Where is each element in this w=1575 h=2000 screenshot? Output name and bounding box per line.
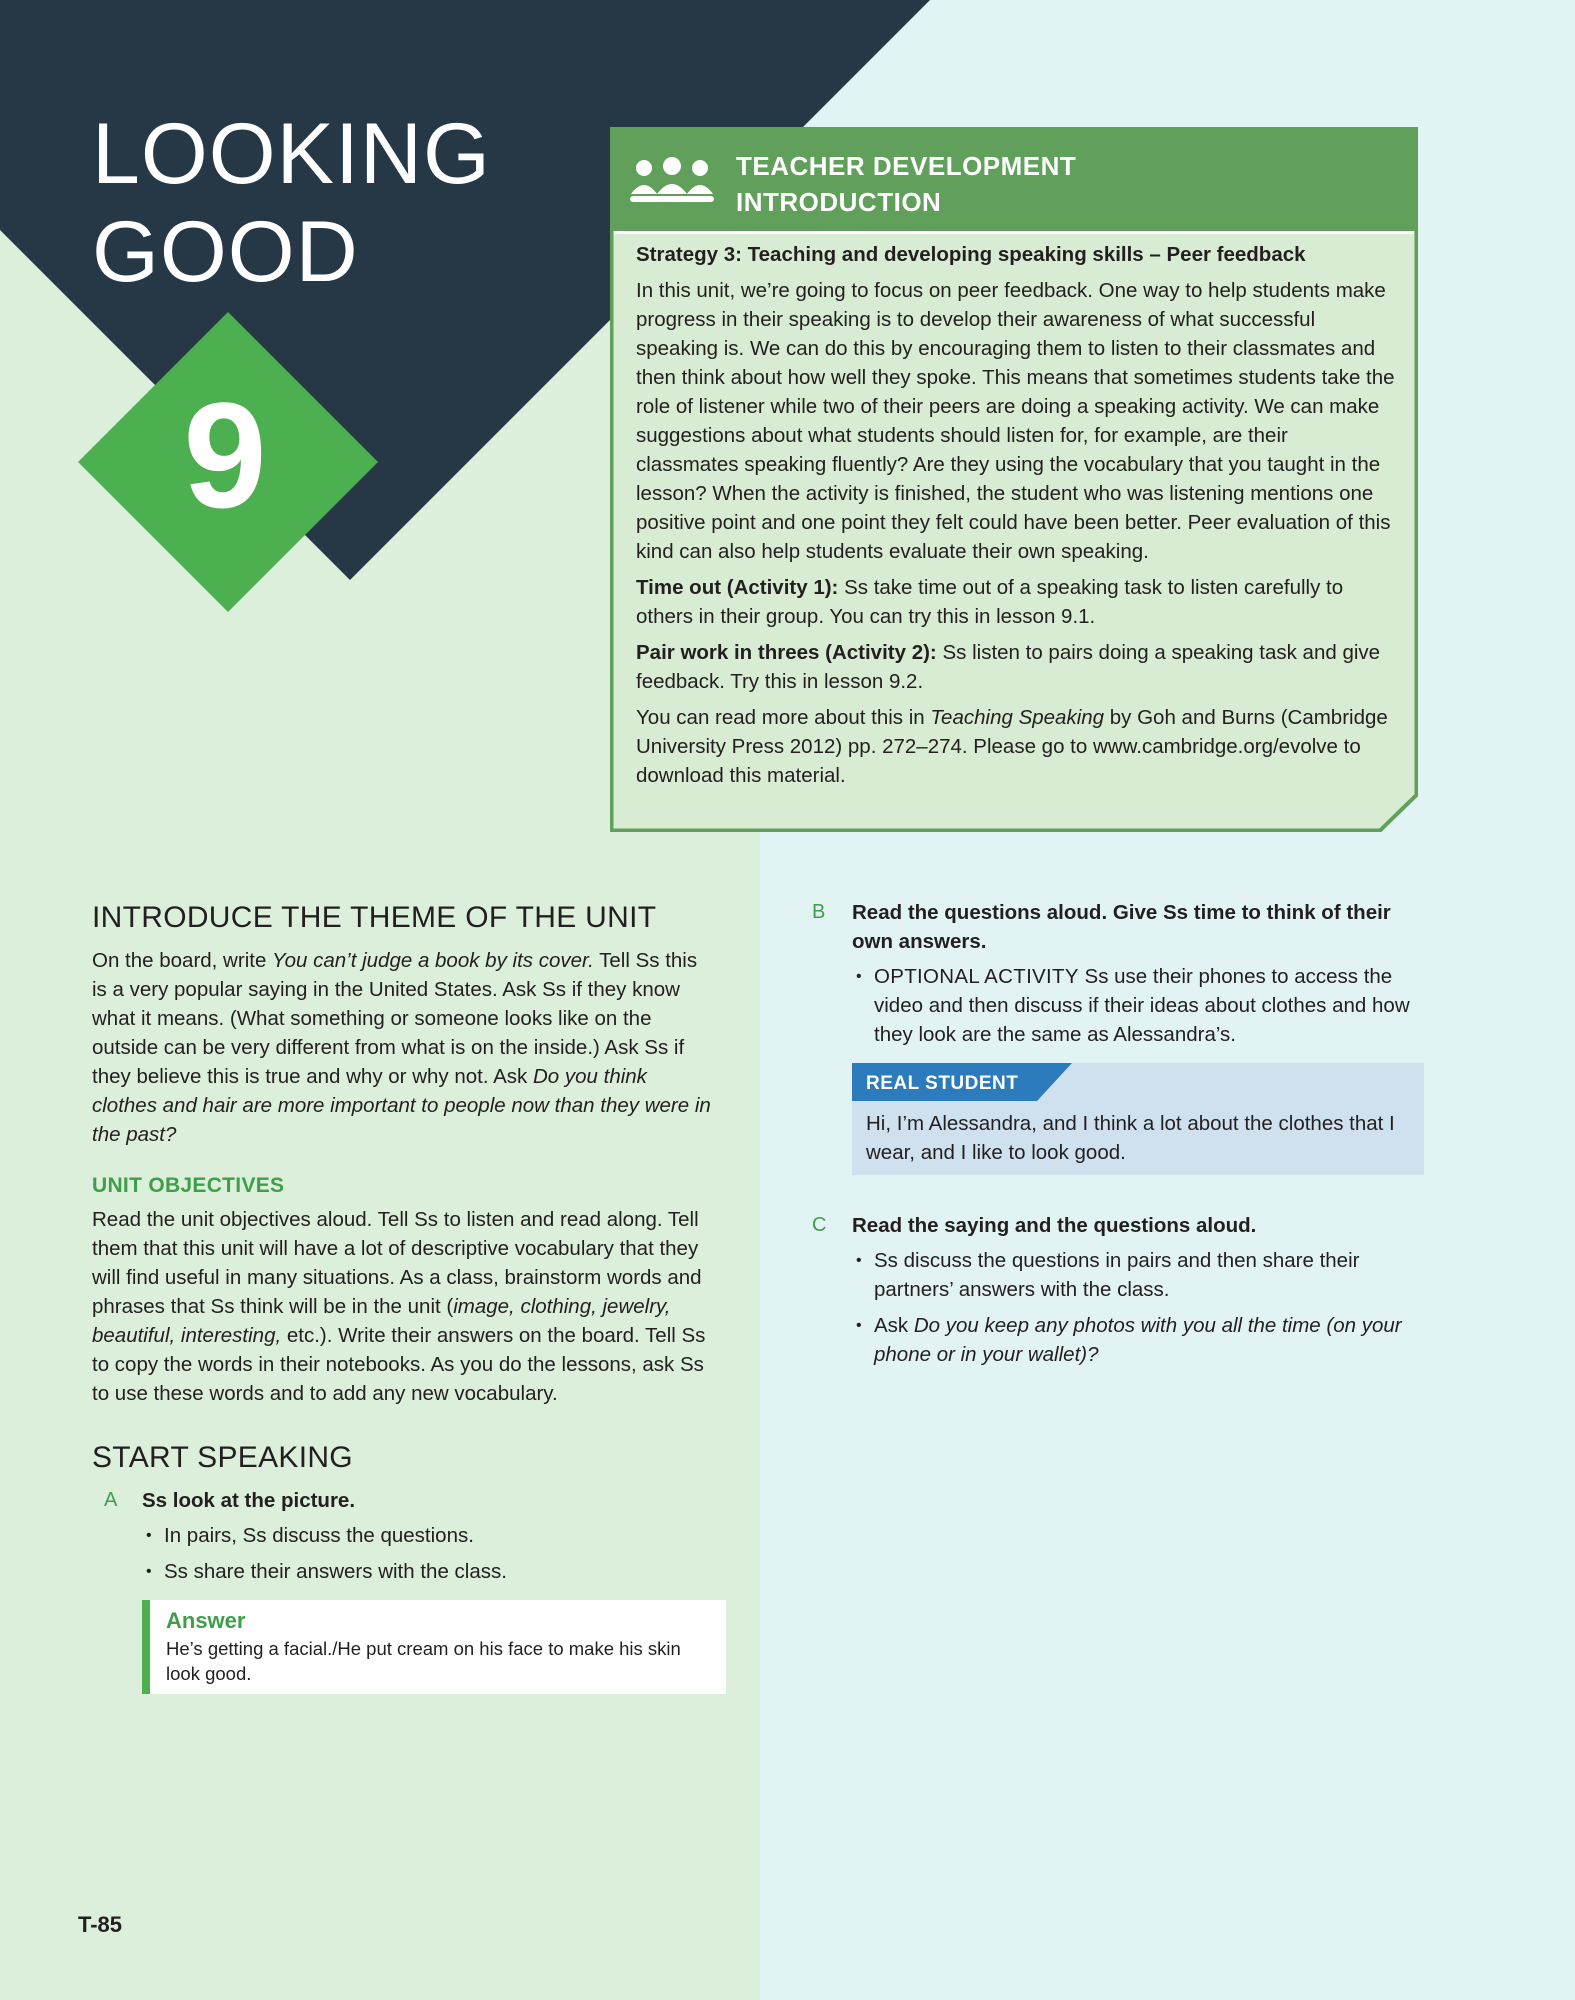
unit-objectives-text: Read the unit objectives aloud. Tell Ss to listen and read along. Tell them that this unit will have a lot of descriptive vocabulary that they will find useful in many situations. As a class, brainstorm words and phrases that Ss think will be in the unit (image, clothing, jewelry, beautiful, interesting, etc.). Write their answers on the board. Tell Ss to copy the words in their notebooks. As you do the lessons, ask Ss to use these words and to add any new vocabulary. xyxy=(92,1208,706,1405)
activity-a xyxy=(92,1486,712,1586)
td-title-line1: TEACHER DEVELOPMENT xyxy=(736,151,1077,181)
optional-activity: • OPTIONAL ACTIVITY Ss use their phones to access the video and then discuss if their ideas about clothes and how they look are the same as Alessandra’s. xyxy=(852,962,1424,1049)
answer-box xyxy=(142,1600,726,1694)
list-item: • Ask Do you keep any photos with you all the time (on your phone or in your wallet)? xyxy=(852,1311,1424,1369)
page-number: T-85 xyxy=(78,1912,123,1937)
unit-title-line1: LOOKING xyxy=(92,106,491,202)
td-title-line2: INTRODUCTION xyxy=(736,187,942,217)
activity-a-letter: A xyxy=(104,1489,118,1511)
activity-b-head: Read the questions aloud. Give Ss time to think of their own answers. xyxy=(852,901,1391,953)
td-pair-text: Ss listen to pairs doing a speaking task and give feedback. Try this in lesson 9.2. xyxy=(636,641,1381,693)
td-timeout-label: Time out (Activity 1): xyxy=(636,576,839,599)
real-student-label: REAL STUDENT xyxy=(866,1073,1019,1094)
list-item: • In pairs, Ss discuss the questions. xyxy=(142,1521,712,1550)
activity-c-head: Read the saying and the questions aloud. xyxy=(852,1214,1257,1237)
start-speaking-heading: START SPEAKING xyxy=(92,1441,353,1474)
unit-number: 9 xyxy=(183,371,267,539)
td-pair-label: Pair work in threes (Activity 2): xyxy=(636,641,937,664)
td-read-post: by Goh and Burns (Cambridge University Press 2012) pp. 272–274. Please go to www.cambridge.org/evolve to download this material. xyxy=(636,706,1388,787)
activity-c xyxy=(812,1211,1424,1369)
right-column xyxy=(812,898,1424,1377)
answer-label: Answer xyxy=(166,1608,246,1633)
unit-title-line2: GOOD xyxy=(92,204,359,300)
people-group-icon xyxy=(628,152,716,208)
real-student-quote: Hi, I’m Alessandra, and I think a lot about the clothes that I wear, and I like to look good. xyxy=(866,1112,1395,1164)
td-read-book: Teaching Speaking xyxy=(930,706,1105,729)
list-item: • Ss discuss the questions in pairs and then share their partners’ answers with the class. xyxy=(852,1246,1424,1304)
td-read-pre: You can read more about this in xyxy=(636,706,931,729)
teacher-development-body xyxy=(636,240,1396,797)
activity-c-letter: C xyxy=(812,1214,827,1236)
intro-theme-text: On the board, write You can’t judge a book by its cover. Tell Ss this is a very popular saying in the United States. Ask Ss if they know what it means. (What something or someone looks like on the outside can be very different from what is on the inside.) Ask Ss if they believe this is true and why or why not. Ask Do you think clothes and hair are more important to people now than they were in the past? xyxy=(92,949,711,1146)
td-intro: In this unit, we’re going to focus on peer feedback. One way to help students make progress in their speaking is to develop their awareness of what successful speaking is. We can do this by encouraging them to listen to their classmates and then think about how well they spoke. This means that sometimes students take the role of listener while two of their peers are doing a speaking activity. We can make suggestions about what students should listen for, for example, are their classmates speaking fluently? Are they using the vocabulary that you taught in the lesson? When the activity is finished, the student who was listening mentions one positive point and one point they felt could have been better. Peer evaluation of this kind can also help students evaluate their own speaking. xyxy=(636,279,1395,563)
td-timeout-text: Ss take time out of a speaking task to listen carefully to others in their group. You can try this in lesson 9.1. xyxy=(636,576,1344,628)
activity-a-head: Ss look at the picture. xyxy=(142,1489,356,1512)
unit-title xyxy=(92,105,491,301)
activity-b xyxy=(812,898,1424,1049)
activity-b-letter: B xyxy=(812,901,826,923)
teacher-development-title xyxy=(736,148,1076,220)
answer-text: He’s getting a facial./He put cream on his face to make his skin look good. xyxy=(166,1638,681,1684)
left-column xyxy=(92,898,712,1694)
unit-objectives-heading: UNIT OBJECTIVES xyxy=(92,1174,285,1197)
intro-theme-heading: INTRODUCE THE THEME OF THE UNIT xyxy=(92,901,657,934)
list-item: • Ss share their answers with the class. xyxy=(142,1557,712,1586)
real-student-box xyxy=(852,1063,1424,1175)
td-strategy: Strategy 3: Teaching and developing speaking skills – Peer feedback xyxy=(636,243,1306,266)
